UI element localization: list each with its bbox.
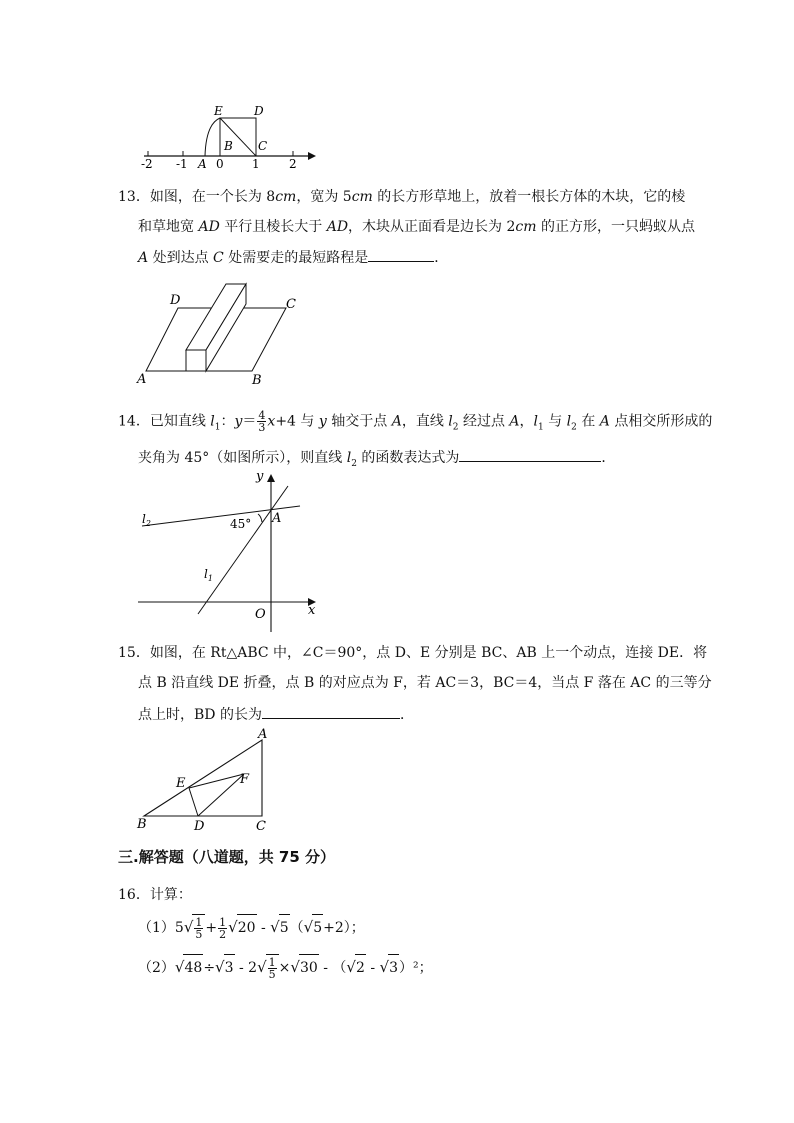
q16-part-1 [138, 914, 365, 941]
q16-math: + [205, 920, 218, 936]
q16-math: （ [289, 920, 304, 936]
q15-number: 15． [118, 645, 150, 661]
q16-radical: 5 [279, 914, 290, 941]
q14-figure [134, 466, 324, 634]
sqrt-symbol: √ [290, 958, 300, 976]
q13-var: C [213, 250, 224, 266]
q16-frac-den: 5 [195, 927, 203, 941]
q16-radical: 20 [237, 914, 257, 941]
q14-text: ＝ [242, 413, 257, 430]
q16-math: ÷ [203, 960, 216, 976]
q14-var: l [346, 450, 352, 466]
q13-fig-label-D: D [170, 293, 181, 308]
q16-math: ）²； [399, 960, 433, 976]
q14-sub: 2 [351, 458, 357, 469]
fig12-tick-label: 0 [216, 157, 224, 171]
q13-text: ，宽为 [296, 189, 343, 205]
q15-answer-blank[interactable] [262, 704, 400, 719]
q14-text: ： [220, 413, 235, 430]
fig12-label-C: C [258, 139, 268, 153]
sqrt-symbol: √ [303, 918, 314, 936]
q15-line-2 [138, 673, 712, 693]
q14-number: 14． [118, 413, 150, 430]
q16-part-label: （2） [138, 960, 175, 976]
q16-math: - （ [318, 960, 347, 976]
fig12-tick-label: -1 [176, 157, 188, 171]
q14-var: l [566, 413, 572, 430]
q16-fraction [194, 917, 203, 940]
q13-side: 2 [506, 219, 516, 235]
q14-line-1 [118, 410, 712, 437]
fig12-tick-label: 2 [289, 157, 297, 171]
sqrt-symbol: √ [346, 958, 356, 976]
q16-line-title [118, 885, 192, 905]
q14-text: ． [601, 450, 616, 466]
q13-unit: cm [351, 189, 373, 205]
q15-line-1 [118, 643, 707, 663]
q13-var: A [138, 250, 149, 266]
q14-fig-label-y: y [256, 469, 264, 484]
q16-math: × [278, 960, 291, 976]
q16-radical: 2 [355, 954, 366, 981]
q13-unit: cm [275, 189, 297, 205]
q16-math: - [256, 920, 271, 936]
q16-part-label: （1） [138, 920, 175, 936]
q16-frac-num: 1 [268, 955, 276, 969]
q14-var: x [267, 413, 276, 430]
q14-var: l [533, 413, 539, 430]
q14-text: ， [519, 413, 534, 430]
q16-frac-den: 5 [268, 967, 276, 981]
q15-text: ． [399, 707, 414, 723]
fig12-label-D: D [254, 104, 264, 118]
q16-radical: 3 [224, 954, 235, 981]
q14-text: 与 [543, 413, 567, 430]
q16-number: 16． [118, 887, 150, 903]
q14-sub: 2 [571, 422, 577, 433]
q16-frac-den: 2 [219, 927, 227, 941]
q16-part-2 [138, 954, 433, 981]
q13-text: 处到达点 [148, 250, 214, 266]
sqrt-symbol: √ [257, 958, 267, 976]
q16-frac-num: 1 [195, 915, 203, 929]
q14-text: 点相交所形成的 [609, 413, 713, 430]
q14-var: A [599, 413, 610, 430]
q14-sub: 1 [214, 422, 221, 433]
q16-radical: 48 [183, 954, 203, 981]
q14-fig-label-x: x [308, 603, 316, 618]
q16-radical [266, 954, 279, 981]
q16-radical: 5 [312, 914, 323, 941]
q14-var: y [318, 413, 327, 430]
q13-text: ． [434, 250, 449, 266]
sqrt-symbol: √ [379, 958, 390, 976]
q14-var: A [509, 413, 520, 430]
section-heading: 三.解答题（八道题，共 75 分） [118, 848, 336, 866]
q14-text: 轴交于点 [326, 413, 392, 430]
q16-math: - 2 [234, 960, 258, 976]
q15-fig-label-C: C [256, 819, 266, 834]
fig12-tick-label: 1 [252, 157, 260, 171]
q15-text: 点 B 沿直线 DE 折叠，点 B 的对应点为 F，若 AC＝3，BC＝4，当点 F 落在 AC 的三等分 [138, 675, 712, 691]
q14-var: A [391, 413, 402, 430]
q13-length: 8 [266, 189, 276, 205]
q14-text: +4 与 [275, 413, 319, 430]
q15-fig-label-A: A [258, 727, 268, 742]
q15-line-3 [138, 704, 414, 725]
sqrt-symbol: √ [183, 918, 194, 936]
sqrt-symbol: √ [228, 918, 238, 936]
sqrt-symbol: √ [270, 918, 280, 936]
q16-radical [192, 914, 205, 941]
q14-sub: 2 [452, 422, 459, 433]
q14-text: 在 [576, 413, 600, 430]
q14-var: y [234, 413, 243, 430]
q16-fraction [218, 917, 227, 940]
q13-line-2 [138, 217, 695, 237]
q13-fig-label-A: A [137, 372, 147, 387]
q13-number: 13． [118, 189, 150, 205]
q16-math: +2）； [323, 920, 365, 936]
q14-text: ，直线 [401, 413, 449, 430]
fig12-tick-label: -2 [141, 157, 153, 171]
q14-fig-label-O: O [255, 607, 266, 622]
q16-radical: 30 [299, 954, 319, 981]
q15-fig-label-D: D [194, 819, 205, 834]
q13-text: 平行且棱长大于 [219, 219, 327, 235]
q16-radical: 3 [388, 954, 399, 981]
q15-fig-label-F: F [240, 772, 250, 787]
q15-fig-label-B: B [137, 817, 147, 832]
q14-fig-label-A: A [272, 511, 282, 526]
q15-text: 如图，在 Rt△ABC 中，∠C＝90°，点 D、E 分别是 BC、AB 上一个动点，连接 DE．将 [149, 645, 708, 661]
q15-figure [134, 726, 284, 836]
q15-fig-label-E: E [176, 776, 186, 791]
q16-math: 5 [174, 920, 184, 936]
q14-fig-label-l2: $l_2$ [142, 512, 151, 528]
q13-figure [134, 280, 314, 388]
q14-text: 经过点 [458, 413, 510, 430]
q14-text: 夹角为 45°（如图所示），则直线 [138, 450, 347, 466]
fig12-label-B: B [224, 139, 233, 153]
q16-frac-num: 1 [219, 915, 227, 929]
q14-fig-label-l1: $l_1$ [204, 567, 213, 583]
q14-fig-angle: 45° [230, 517, 252, 531]
q13-text: 处需要走的最短路程是 [223, 250, 369, 266]
q14-sub: 1 [538, 422, 544, 433]
q14-text: 已知直线 [149, 413, 211, 430]
q13-line-3 [138, 247, 448, 268]
q13-unit: cm [515, 219, 537, 235]
q13-answer-blank[interactable] [368, 247, 434, 262]
q16-math: - [365, 960, 380, 976]
q13-text: 和草地宽 [138, 219, 199, 235]
q13-width: 5 [342, 189, 352, 205]
fig12-label-E: E [214, 104, 223, 118]
q15-text: 点上时，BD 的长为 [138, 707, 262, 723]
fig12-label-A: A [198, 157, 207, 171]
sqrt-symbol: √ [215, 958, 225, 976]
q16-title: 计算： [149, 887, 192, 903]
q13-var: AD [198, 219, 220, 235]
q14-answer-blank[interactable] [459, 447, 601, 462]
q14-frac-den: 3 [258, 421, 266, 434]
q13-text: ，木块从正面看是边长为 [348, 219, 507, 235]
q14-fraction [257, 410, 266, 433]
q13-fig-label-C: C [286, 297, 296, 312]
q14-text: 的函数表达式为 [356, 450, 460, 466]
q13-text: 如图，在一个长为 [149, 189, 267, 205]
q13-fig-label-B: B [252, 373, 262, 388]
q13-text: 的长方形草地上，放着一根长方体的木块，它的棱 [372, 189, 686, 205]
q14-var: l [210, 413, 215, 430]
q14-var: l [448, 413, 453, 430]
q13-var: AD [326, 219, 349, 235]
q14-frac-num: 4 [258, 409, 266, 422]
q13-text: 的正方形，一只蚂蚁从点 [536, 219, 695, 235]
number-line-figure [138, 100, 328, 172]
sqrt-symbol: √ [174, 958, 185, 976]
q16-fraction [268, 957, 277, 980]
q13-line-1 [118, 187, 685, 207]
